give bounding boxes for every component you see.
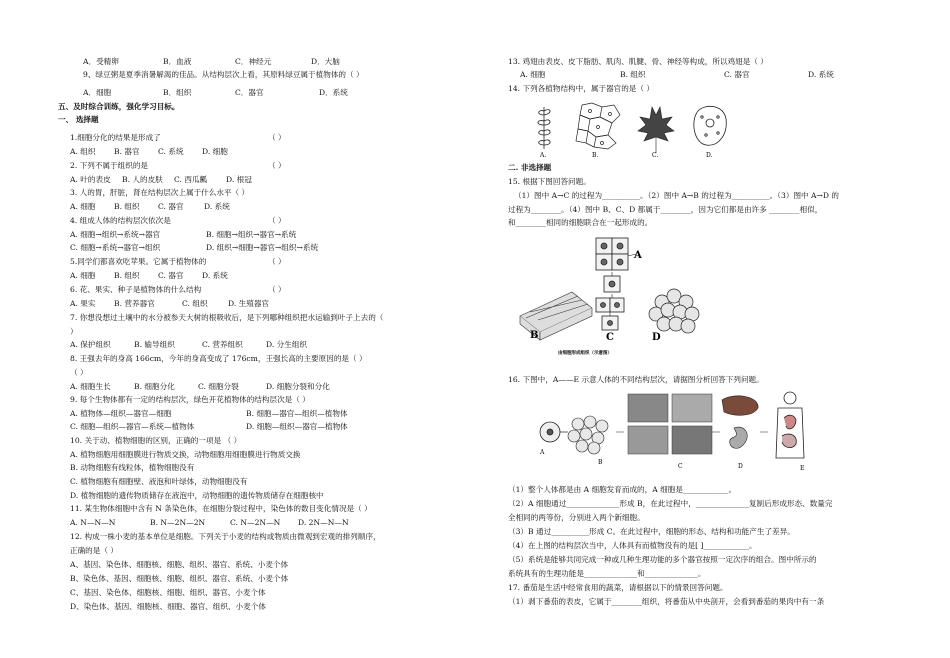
q12-option-d: D、染色体、基因、细胞核、细胞、器官、组织、小麦个体 xyxy=(70,602,266,611)
q16-stem: 16. 下图中，A——E 示意人体的不同结构层次，请据图分析回答下列问题。 xyxy=(508,375,764,384)
q14-label-c: C. xyxy=(652,152,659,159)
q9b-stem: 9. 每个生物体都有一定的结构层次，绿色开花植物体的结构层次是（ ） xyxy=(70,395,310,404)
q10-stem: 10. 关于动、植物细胞的区别，正确的一项是 （ ） xyxy=(70,436,242,445)
q13-stem: 13. 鸡翅由表皮、皮下脂肪、肌肉、肌腱、骨、神经等构成，所以鸡翅是（ ） xyxy=(508,57,768,66)
section2-title: 二. 非选择题 xyxy=(508,163,552,172)
q14-label-a: A. xyxy=(540,152,547,159)
q10-option-c: C. 植物细胞有细胞壁、液泡和叶绿体，动物细胞没有 xyxy=(70,477,248,486)
q15-stem: 15. 根据下图回答问题。 xyxy=(508,177,591,186)
q6-stem: 6. 花、果实、种子是植物体的什么结构 xyxy=(70,285,202,294)
q15-line-2: 过程为________。（4）图中 B、C、D 都属于________，因为它们都是由许多 ________相似， xyxy=(508,205,823,214)
q9-stem: 9、绿豆粥是夏季消暑解渴的佳品。从结构层次上看，其原料绿豆属于植物体的（ ） xyxy=(83,70,364,79)
q15-line-3: 和________相同的细胞联合在一起形成的。 xyxy=(508,218,653,227)
q9b-options-ab: A. 植物体—组织—器官—细胞 B. 细胞—器官—组织—植物体 xyxy=(70,409,348,418)
q4-paren: （ ） xyxy=(268,216,286,225)
fig15-label-b: B xyxy=(530,330,539,341)
q10-option-b: B. 动物细胞有线粒体，植物细胞没有 xyxy=(70,463,195,472)
tissue-samples-icon xyxy=(628,394,712,454)
q16-sub-2: （2）A 细胞通过______________形成 B，在此过程中，______________复制后形成形态、数量完 xyxy=(508,499,833,508)
q4-options-cd: C. 细胞→系统→器官→组织 D. 组织→细胞→器官→组织→系统 xyxy=(70,243,319,252)
q16-sub-3: （3）B 通过__________形成 C。在此过程中，细胞的形态、结构和功能产生了差异。 xyxy=(508,527,795,536)
cell-cluster-icon xyxy=(649,289,699,333)
q7-options: A. 保护组织 B. 输导组织 C. 营养组织 D. 分生组织 xyxy=(70,340,308,349)
q9-options: A．细胞 B．组织 C．器官 D．系统 xyxy=(83,88,348,97)
cell-division-icon xyxy=(596,238,628,330)
q9b-options-cd: C. 细胞—组织—器官—系统—植物体 D. 细胞—组织—器官—植物体 xyxy=(70,422,348,431)
q14-stem: 14. 下列各植物结构中，属于器官的是（ ） xyxy=(508,84,654,93)
fig16-label-a: A xyxy=(540,449,545,456)
q5-options: A. 细胞 B. 组织 C. 器官 D. 系统 xyxy=(70,271,228,280)
human-body-icon xyxy=(776,392,804,458)
q16-sub-2b: 全相同的两等份，分别进入两个新细胞。 xyxy=(508,513,645,522)
q14-label-d: D. xyxy=(706,152,713,159)
section5-title: 五、及时综合训练，强化学习目标。 xyxy=(58,102,180,111)
q3-options: A. 细胞 B. 组织 C. 器官 D. 系统 xyxy=(70,202,230,211)
q17-sub-1: （1）剥下番茄的表皮，它属于________组织，将番茄从中央剖开，会看到番茄的果肉中有一条 xyxy=(508,597,825,606)
q1-paren: （ ） xyxy=(268,133,286,142)
q4-options-ab: A. 细胞→组织→系统→器官 B. 细胞→组织→器官→系统 xyxy=(70,230,297,239)
q8b-options: A. 细胞生长 B. 细胞分化 C. 细胞分裂 D. 细胞分裂和分化 xyxy=(70,382,330,391)
q16-sub-5: （5）系统是能够共同完成一种或几种生理功能的多个器官按照一定次序的组合。图中所示的 xyxy=(508,555,817,564)
q16-sub-4: （4）在上图的结构层次当中，人体具有而植物没有的是[ ]____________。 xyxy=(508,541,757,550)
fig16-label-b: B xyxy=(598,459,603,466)
cell-mass-icon xyxy=(568,416,608,454)
q6-paren: （ ） xyxy=(268,285,286,294)
q8b-paren: （ ） xyxy=(70,368,88,377)
q8-options: A．受精卵 B．血液 C．神经元 D．大脑 xyxy=(83,57,340,66)
organs-icon xyxy=(722,396,758,449)
plant-sprig-icon xyxy=(538,107,550,149)
q7-paren: ） xyxy=(70,327,78,336)
q16-sub-1: （1）整个人体都是由 A 细胞发育而成的，A 细胞是____________。 xyxy=(508,485,737,494)
q12-option-b: B、染色体、基因、细胞核、细胞、组织、器官、系统、小麦个体 xyxy=(70,574,289,583)
q7-stem: 7. 你想没想过土壤中的水分被参天大树的根吸收后，是下列哪种组织把水运输到叶子上去的（ xyxy=(70,313,384,322)
q10-option-a: A. 植物细胞用细胞膜进行物质交换，动物细胞用细胞膜进行物质交换 xyxy=(70,450,301,459)
q2-stem: 2. 下列不属于组织的是 xyxy=(70,161,149,170)
fig16-label-d: D xyxy=(738,463,743,470)
q16-sub-5b: 系统具有的生理功能是______________和______________。 xyxy=(508,569,706,578)
q4-stem: 4. 组成人体的结构层次依次是 xyxy=(70,216,171,225)
q5-paren: （ ） xyxy=(268,257,286,266)
q6-options: A. 果实 B. 营养器官 C. 组织 D. 生殖器官 xyxy=(70,299,270,308)
fig16-label-c: C xyxy=(678,463,683,470)
q3-stem: 3. 人的胃，肝脏，肾在结构层次上属于什么水平（ ） xyxy=(70,188,250,197)
cell-tissue-icon xyxy=(576,103,620,149)
q11-stem: 11. 某生物体细胞中含有 N 条染色体，在细胞分裂过程中，染色体的数目变化情况是（ ） xyxy=(70,504,372,513)
q1-options: A. 组织 B. 器官 C. 系统 D. 细胞 xyxy=(70,147,228,156)
q2-options: A. 叶的表皮 B. 人的皮肤 C. 西瓜瓤 D. 根冠 xyxy=(70,175,252,184)
fig15-label-d: D xyxy=(652,332,661,343)
fig16-label-e: E xyxy=(800,465,805,472)
fig15-caption: 由细胞形成组织（示意图） xyxy=(558,351,612,356)
q15-line-1: （1）图中 A→C 的过程为__________。（2）图中 A→B 的过程为__________。（3）图中 A→D 的 xyxy=(514,191,839,200)
leaf-icon xyxy=(638,107,674,153)
q14-figure xyxy=(530,97,730,159)
fig15-label-c: C xyxy=(606,332,614,343)
q8b-stem: 8. 王强去年的身高 166cm，今年的身高变成了 176cm，王强长高的主要原因的是（ ） xyxy=(70,354,367,363)
q5-stem: 5.同学们都喜欢吃苹果。它属于植物体的 xyxy=(70,257,207,266)
q10-option-d: D. 植物细胞的遗传物质储存在液泡中，动物细胞的遗传物质储存在细胞核中 xyxy=(70,491,324,500)
fig15-label-a: A xyxy=(634,250,642,261)
q12-option-c: C、基因、染色体、细胞核、细胞、组织、器官、小麦个体 xyxy=(70,588,266,597)
q16-figure xyxy=(538,388,808,472)
q11-options: A. N—N—N B. N—2N—2N C. N—2N—N D. 2N—N—N xyxy=(70,518,349,527)
q14-label-b: B. xyxy=(592,152,599,159)
q12-option-a: A、基因、染色体、细胞核、细胞、组织、器官、系统、小麦个体 xyxy=(70,560,289,569)
q12-stem-2: 正确的是（ ） xyxy=(70,546,118,555)
section5-subtitle: 一、 选择题 xyxy=(58,115,99,124)
q2-paren: （ ） xyxy=(268,161,286,170)
q15-figure xyxy=(512,232,712,358)
q13-options: A. 细胞 B. 组织 C. 器官 D. 系统 xyxy=(520,70,834,79)
animal-cell-icon xyxy=(694,106,726,145)
q1-stem: 1.细胞分化的结果是形成了 xyxy=(70,133,161,142)
q17-stem: 17. 番茄是生活中经常食用的蔬菜，请根据以下的情景回答问题。 xyxy=(508,583,728,592)
q12-stem: 12. 构成一株小麦的基本单位是细胞。下列关于小麦的结构或物质由微观到宏观的排列顺序， xyxy=(70,532,381,541)
single-cell-icon xyxy=(540,422,560,442)
